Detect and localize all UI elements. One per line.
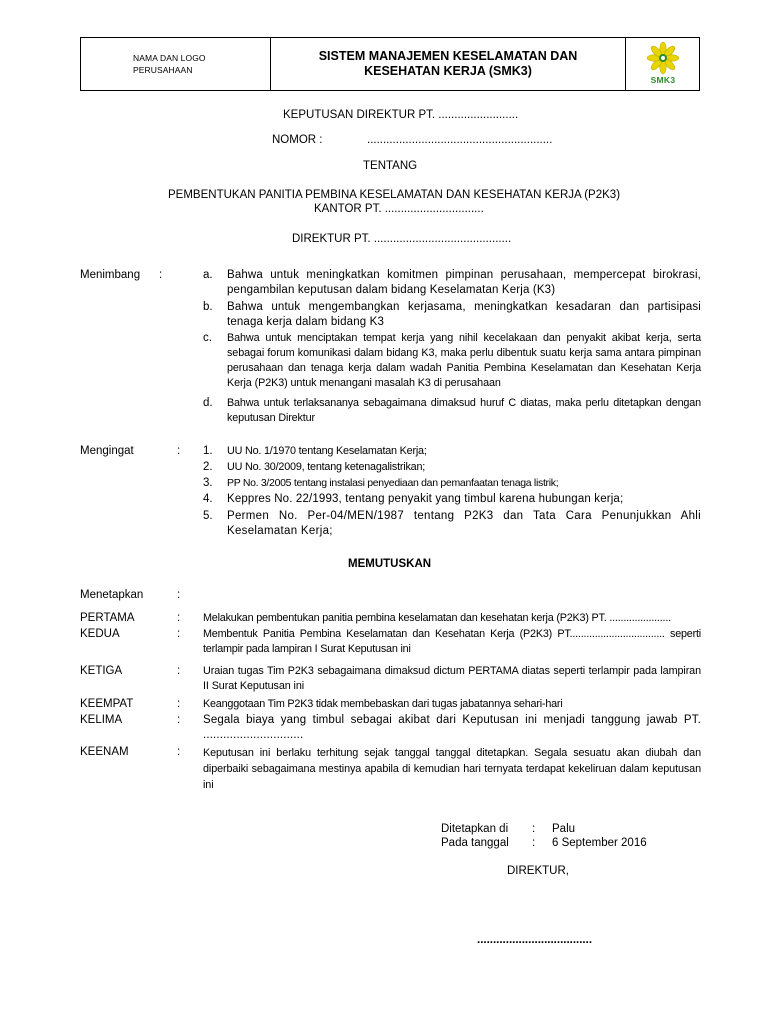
- menimbang-item-c: Bahwa untuk menciptakan tempat kerja yang nihil kecelakaan dan penyakit akibat kerja, serta sebagai forum komunikasi dalam bidang K3, maka perlu dibentuk suatu kerja sama antara pimpinan perusahaan dan tenaga kerja dalam wadah Panitia Pembina Keselamatan dan Kesehatan Kerja Kerja (P2K3) untuk menangani masalah K3 di perusahaan: [227, 332, 701, 389]
- subject-line-2: KANTOR PT. ...............................: [314, 203, 484, 215]
- date-value: 6 September 2016: [552, 837, 647, 849]
- subject-line-1: PEMBENTUKAN PANITIA PEMBINA KESELAMATAN DAN KESEHATAN KERJA (P2K3): [168, 189, 621, 201]
- flower-icon: [640, 42, 686, 76]
- system-title-cell: [271, 38, 625, 90]
- smk3-logo: [640, 42, 686, 88]
- article-label-pertama: PERTAMA: [80, 612, 135, 624]
- mengingat-label: Mengingat: [80, 445, 134, 457]
- signatory-name-line: ....................................: [477, 934, 593, 946]
- mengingat-colon: :: [177, 445, 181, 457]
- mengingat-marker-4: 4.: [203, 493, 213, 505]
- menimbang-label: Menimbang: [80, 269, 141, 281]
- article-colon-pertama: :: [177, 612, 181, 624]
- article-label-kedua: KEDUA: [80, 628, 120, 640]
- article-label-ketiga: KETIGA: [80, 665, 123, 677]
- article-label-keempat: KEEMPAT: [80, 698, 134, 710]
- article-colon-ketiga: :: [177, 665, 181, 677]
- article-label-kelima: KELIMA: [80, 714, 123, 726]
- article-text-kelima: Segala biaya yang timbul sebagai akibat dari Keputusan ini menjadi tanggung jawab PT. ..............................: [203, 714, 701, 741]
- nomor-label: NOMOR :: [272, 134, 323, 146]
- article-label-keenam: KEENAM: [80, 746, 129, 758]
- article-text-keempat: Keanggotaan Tim P2K3 tidak membebaskan dari tugas jabatannya sehari-hari: [203, 698, 563, 710]
- mengingat-item-2: UU No. 30/2009, tentang ketenagalistrikan;: [227, 461, 426, 473]
- menimbang-marker-d: d.: [203, 397, 213, 409]
- menimbang-marker-c: c.: [203, 332, 212, 344]
- article-colon-kedua: :: [177, 628, 181, 640]
- signatory-role: DIREKTUR,: [507, 865, 569, 877]
- smk3-logo-text: SMK3: [650, 75, 676, 85]
- tentang-heading: TENTANG: [363, 160, 418, 172]
- mengingat-marker-3: 3.: [203, 477, 213, 489]
- menimbang-item-a: Bahwa untuk meningkatkan komitmen pimpinan perusahaan, mempercepat birokrasi, pengambilan keputusan dalam bidang Keselamatan Kerja (K3): [227, 269, 701, 296]
- article-text-pertama: Melakukan pembentukan panitia pembina keselamatan dan kesehatan kerja (P2K3) PT. ......................: [203, 612, 671, 624]
- date-colon: :: [532, 837, 536, 849]
- date-label: Pada tanggal: [441, 837, 509, 849]
- article-text-keenam: Keputusan ini berlaku terhitung sejak tanggal tanggal ditetapkan. Segala sesuatu akan diubah dan diperbaiki sebagaimana mestinya apabila di kemudian hari ternyata terdapat kekeliruan dalam keputusan ini: [203, 747, 701, 791]
- header-table: [80, 37, 700, 91]
- article-colon-kelima: :: [177, 714, 181, 726]
- menetapkan-label: Menetapkan: [80, 589, 144, 601]
- article-colon-keempat: :: [177, 698, 181, 710]
- mengingat-item-1: UU No. 1/1970 tentang Keselamatan Kerja;: [227, 445, 427, 457]
- mengingat-marker-5: 5.: [203, 510, 213, 522]
- menimbang-item-b: Bahwa untuk mengembangkan kerjasama, meningkatkan kesadaran dan partisipasi tenaga kerja dalam bidang K3: [227, 301, 701, 328]
- mengingat-marker-1: 1.: [203, 445, 213, 457]
- place-label: Ditetapkan di: [441, 823, 509, 835]
- place-colon: :: [532, 823, 536, 835]
- mengingat-item-5: Permen No. Per-04/MEN/1987 tentang P2K3 dan Tata Cara Penunjukkan Ahli Keselamatan Kerja;: [227, 510, 701, 537]
- menimbang-item-d: Bahwa untuk terlaksananya sebagaimana dimaksud huruf C diatas, maka perlu ditetapkan dengan keputusan Direktur: [227, 397, 701, 424]
- article-text-kedua: Membentuk Panitia Pembina Keselamatan dan Kesehatan Kerja (P2K3) PT.................................. seperti terlampir pada lampiran I Surat Keputusan ini: [203, 628, 701, 655]
- company-logo-cell: [81, 38, 271, 90]
- menetapkan-colon: :: [177, 589, 181, 601]
- smk3-logo-cell: [625, 38, 699, 90]
- director-line: DIREKTUR PT. ...........................................: [292, 233, 512, 245]
- place-value: Palu: [552, 823, 576, 835]
- decree-title: KEPUTUSAN DIREKTUR PT. .........................: [283, 109, 519, 121]
- mengingat-item-3: PP No. 3/2005 tentang instalasi penyediaan dan pemanfaatan tenaga listrik;: [227, 477, 559, 489]
- menimbang-marker-a: a.: [203, 269, 213, 281]
- menimbang-colon: :: [159, 269, 163, 281]
- article-colon-keenam: :: [177, 746, 181, 758]
- memutuskan-heading: MEMUTUSKAN: [348, 558, 432, 570]
- mengingat-marker-2: 2.: [203, 461, 213, 473]
- menimbang-marker-b: b.: [203, 301, 213, 313]
- article-text-ketiga: Uraian tugas Tim P2K3 sebagaimana dimaksud dictum PERTAMA diatas seperti terlampir pada lampiran II Surat Keputusan ini: [203, 665, 701, 692]
- nomor-value: ..........................................................: [367, 134, 553, 146]
- mengingat-item-4: Keppres No. 22/1993, tentang penyakit yang timbul karena hubungan kerja;: [227, 493, 624, 505]
- system-title: SISTEM MANAJEMEN KESELAMATAN DAN KESEHATAN KERJA (SMK3): [318, 49, 578, 78]
- logo-placeholder-text: NAMA DAN LOGO PERUSAHAAN: [133, 53, 206, 75]
